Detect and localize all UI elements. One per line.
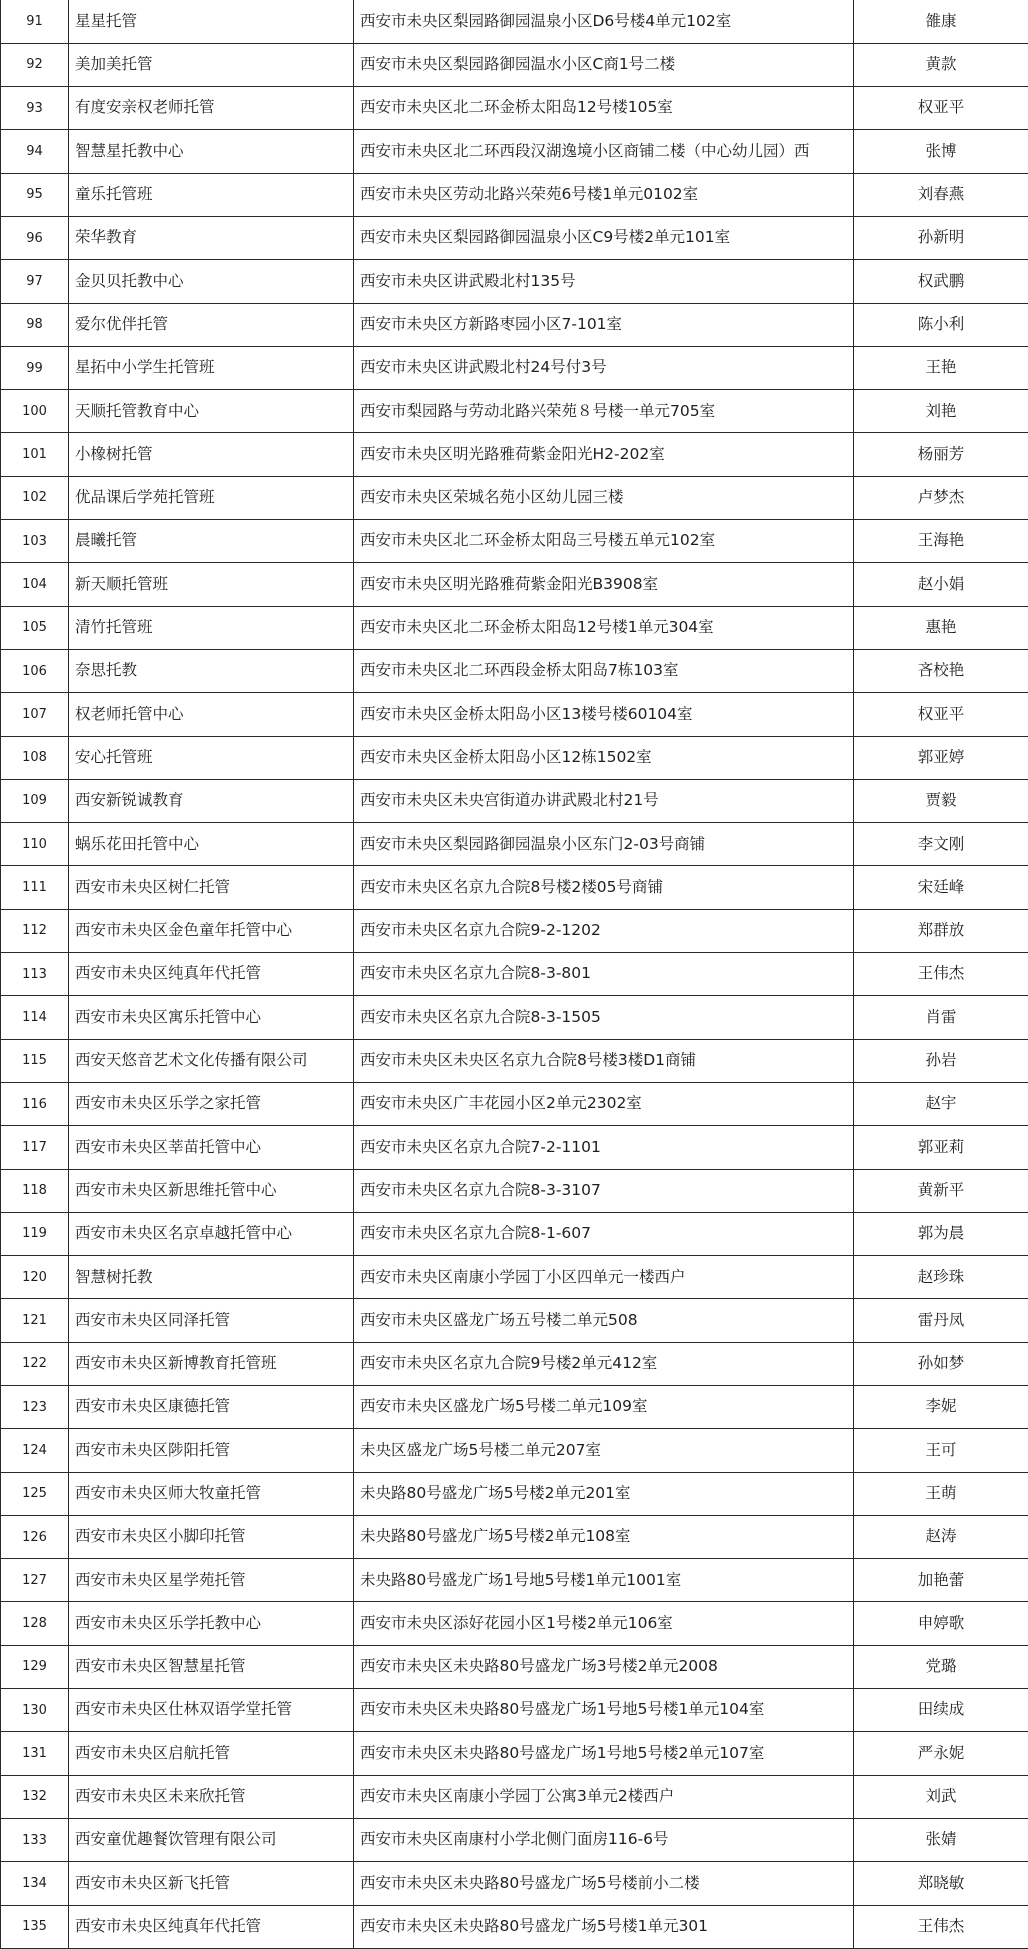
row-number: 99 [1,346,69,389]
contact-person: 孙新明 [854,216,1028,259]
table-row [1,303,1028,346]
institution-address: 西安市未央区名京九合院8-3-801 [354,953,854,996]
institution-address: 西安市未央区讲武殿北村135号 [354,260,854,303]
table-row [1,1775,1028,1818]
institution-address: 西安市未央区金桥太阳岛小区12栋1502室 [354,736,854,779]
row-number: 134 [1,1862,69,1905]
institution-address: 西安市未央区南康村小学北侧门面房116-6号 [354,1818,854,1861]
institution-name: 西安市未央区新飞托管 [69,1862,354,1905]
table-row [1,1905,1028,1948]
row-number: 97 [1,260,69,303]
table-row [1,823,1028,866]
contact-person: 张婧 [854,1818,1028,1861]
row-number: 129 [1,1645,69,1688]
row-number: 101 [1,433,69,476]
institution-name: 西安市未央区新思维托管中心 [69,1169,354,1212]
institution-name: 蜗乐花田托管中心 [69,823,354,866]
contact-person: 肖雷 [854,996,1028,1039]
row-number: 104 [1,563,69,606]
institution-address: 西安市未央区未央区名京九合院8号楼3楼D1商铺 [354,1039,854,1082]
row-number: 120 [1,1256,69,1299]
row-number: 119 [1,1212,69,1255]
contact-person: 郑群放 [854,909,1028,952]
row-number: 127 [1,1559,69,1602]
row-number: 100 [1,390,69,433]
table-row [1,1126,1028,1169]
row-number: 92 [1,43,69,86]
table-row [1,1386,1028,1429]
contact-person: 张博 [854,130,1028,173]
institution-name: 西安市未央区小脚印托管 [69,1515,354,1558]
institution-name: 西安市未央区未来欣托管 [69,1775,354,1818]
table-row [1,87,1028,130]
institution-name: 西安市未央区启航托管 [69,1732,354,1775]
institution-name: 小橡树托管 [69,433,354,476]
institution-address: 西安市未央区盛龙广场五号楼二单元508 [354,1299,854,1342]
table-row [1,346,1028,389]
institution-address: 西安市未央区未央路80号盛龙广场1号地5号楼1单元104室 [354,1689,854,1732]
table-row [1,1256,1028,1299]
institution-name: 西安市未央区仕林双语学堂托管 [69,1689,354,1732]
table-row [1,1602,1028,1645]
table-row [1,1212,1028,1255]
institution-name: 西安市未央区新博教育托管班 [69,1342,354,1385]
contact-person: 吝校艳 [854,649,1028,692]
contact-person: 黄款 [854,43,1028,86]
table-row [1,649,1028,692]
institution-address: 西安市未央区未央路80号盛龙广场5号楼1单元301 [354,1905,854,1948]
row-number: 128 [1,1602,69,1645]
institution-address: 西安市未央区盛龙广场5号楼二单元109室 [354,1386,854,1429]
row-number: 110 [1,823,69,866]
institution-address: 西安市未央区名京九合院8-1-607 [354,1212,854,1255]
institution-name: 荣华教育 [69,216,354,259]
table-row [1,736,1028,779]
contact-person: 赵涛 [854,1515,1028,1558]
institution-name: 西安市未央区莘苗托管中心 [69,1126,354,1169]
table-row [1,563,1028,606]
contact-person: 郑晓敏 [854,1862,1028,1905]
institution-address: 西安市未央区梨园路御园温泉小区C9号楼2单元101室 [354,216,854,259]
institution-name: 西安市未央区纯真年代托管 [69,1905,354,1948]
contact-person: 刘武 [854,1775,1028,1818]
institution-name: 智慧星托教中心 [69,130,354,173]
contact-person: 孙岩 [854,1039,1028,1082]
institution-address: 西安市未央区名京九合院8-3-3107 [354,1169,854,1212]
row-number: 96 [1,216,69,259]
institution-name: 西安新锐诚教育 [69,779,354,822]
institution-address: 西安市未央区名京九合院7-2-1101 [354,1126,854,1169]
institution-name: 西安天悠音艺术文化传播有限公司 [69,1039,354,1082]
table-row [1,1342,1028,1385]
institution-name: 天顺托管教育中心 [69,390,354,433]
row-number: 115 [1,1039,69,1082]
contact-person: 党璐 [854,1645,1028,1688]
row-number: 105 [1,606,69,649]
row-number: 98 [1,303,69,346]
row-number: 126 [1,1515,69,1558]
contact-person: 加艳蕾 [854,1559,1028,1602]
contact-person: 权武鹏 [854,260,1028,303]
row-number: 118 [1,1169,69,1212]
institution-address: 西安市未央区梨园路御园温泉小区东门2-03号商铺 [354,823,854,866]
contact-person: 王伟杰 [854,1905,1028,1948]
contact-person: 权亚平 [854,693,1028,736]
table-body [1,0,1028,1949]
institution-address: 西安市未央区广丰花园小区2单元2302室 [354,1082,854,1125]
table-row [1,1862,1028,1905]
institution-name: 西安市未央区星学苑托管 [69,1559,354,1602]
contact-person: 赵小娟 [854,563,1028,606]
row-number: 131 [1,1732,69,1775]
institution-address: 西安市梨园路与劳动北路兴荣苑８号楼一单元705室 [354,390,854,433]
contact-person: 郭为晨 [854,1212,1028,1255]
institution-name: 智慧树托教 [69,1256,354,1299]
row-number: 122 [1,1342,69,1385]
institution-address: 西安市未央区荣城名苑小区幼儿园三楼 [354,476,854,519]
contact-person: 杨丽芳 [854,433,1028,476]
institution-name: 西安市未央区乐学之家托管 [69,1082,354,1125]
institution-name: 优品课后学苑托管班 [69,476,354,519]
row-number: 106 [1,649,69,692]
institution-name: 星拓中小学生托管班 [69,346,354,389]
institution-name: 晨曦托管 [69,520,354,563]
institution-address: 西安市未央区名京九合院9-2-1202 [354,909,854,952]
table-row [1,953,1028,996]
table-row [1,996,1028,1039]
table-row [1,1818,1028,1861]
table-row [1,520,1028,563]
table-row [1,1299,1028,1342]
table-row [1,606,1028,649]
institution-name: 星星托管 [69,0,354,43]
institution-name: 童乐托管班 [69,173,354,216]
institution-name: 西安市未央区金色童年托管中心 [69,909,354,952]
contact-person: 雒康 [854,0,1028,43]
table-row [1,1039,1028,1082]
contact-person: 郭亚婷 [854,736,1028,779]
institution-address: 西安市未央区名京九合院8号楼2楼05号商铺 [354,866,854,909]
institution-address: 西安市未央区名京九合院9号楼2单元412室 [354,1342,854,1385]
contact-person: 王萌 [854,1472,1028,1515]
institution-address: 未央区盛龙广场5号楼二单元207室 [354,1429,854,1472]
contact-person: 贾毅 [854,779,1028,822]
table-row [1,1082,1028,1125]
table-row [1,130,1028,173]
institution-address: 西安市未央区讲武殿北村24号付3号 [354,346,854,389]
contact-person: 权亚平 [854,87,1028,130]
institution-address: 西安市未央区未央宫街道办讲武殿北村21号 [354,779,854,822]
row-number: 91 [1,0,69,43]
row-number: 123 [1,1386,69,1429]
row-number: 109 [1,779,69,822]
institution-name: 西安市未央区纯真年代托管 [69,953,354,996]
table-row [1,476,1028,519]
table-row [1,1169,1028,1212]
row-number: 121 [1,1299,69,1342]
institution-address: 西安市未央区北二环西段金桥太阳岛7栋103室 [354,649,854,692]
table-row [1,1472,1028,1515]
row-number: 111 [1,866,69,909]
table-row [1,433,1028,476]
contact-person: 郭亚莉 [854,1126,1028,1169]
contact-person: 陈小利 [854,303,1028,346]
contact-person: 惠艳 [854,606,1028,649]
contact-person: 李妮 [854,1386,1028,1429]
institution-name: 西安市未央区名京卓越托管中心 [69,1212,354,1255]
institution-address: 西安市未央区明光路雅荷紫金阳光H2-202室 [354,433,854,476]
row-number: 108 [1,736,69,779]
contact-person: 孙如梦 [854,1342,1028,1385]
institution-address: 西安市未央区劳动北路兴荣苑6号楼1单元0102室 [354,173,854,216]
institution-name: 新天顺托管班 [69,563,354,606]
table-row [1,1429,1028,1472]
row-number: 116 [1,1082,69,1125]
contact-person: 王伟杰 [854,953,1028,996]
contact-person: 黄新平 [854,1169,1028,1212]
table-row [1,43,1028,86]
table-row [1,866,1028,909]
institution-address: 西安市未央区梨园路御园温泉小区D6号楼4单元102室 [354,0,854,43]
row-number: 117 [1,1126,69,1169]
institution-name: 有度安亲权老师托管 [69,87,354,130]
table-row [1,1689,1028,1732]
contact-person: 雷丹凤 [854,1299,1028,1342]
row-number: 93 [1,87,69,130]
row-number: 107 [1,693,69,736]
contact-person: 卢梦杰 [854,476,1028,519]
contact-person: 赵珍珠 [854,1256,1028,1299]
institution-address: 西安市未央区添好花园小区1号楼2单元106室 [354,1602,854,1645]
institution-address: 西安市未央区北二环金桥太阳岛12号楼1单元304室 [354,606,854,649]
row-number: 114 [1,996,69,1039]
row-number: 113 [1,953,69,996]
institution-address: 西安市未央区明光路雅荷紫金阳光B3908室 [354,563,854,606]
table-row [1,779,1028,822]
table-row [1,173,1028,216]
table-row [1,260,1028,303]
table-row [1,390,1028,433]
institution-name: 权老师托管中心 [69,693,354,736]
institution-name: 安心托管班 [69,736,354,779]
table-row [1,1559,1028,1602]
institution-name: 西安童优趣餐饮管理有限公司 [69,1818,354,1861]
institution-address: 西安市未央区金桥太阳岛小区13楼号楼60104室 [354,693,854,736]
table-row [1,1732,1028,1775]
table-row [1,1515,1028,1558]
table-row [1,216,1028,259]
contact-person: 王可 [854,1429,1028,1472]
contact-person: 申婷歌 [854,1602,1028,1645]
row-number: 133 [1,1818,69,1861]
institution-address: 西安市未央区方新路枣园小区7-101室 [354,303,854,346]
institution-name: 奈思托教 [69,649,354,692]
institution-address: 未央路80号盛龙广场5号楼2单元201室 [354,1472,854,1515]
table-row [1,1645,1028,1688]
table-row [1,693,1028,736]
row-number: 103 [1,520,69,563]
institution-address: 未央路80号盛龙广场5号楼2单元108室 [354,1515,854,1558]
institution-address: 西安市未央区南康小学园丁公寓3单元2楼西户 [354,1775,854,1818]
institution-name: 清竹托管班 [69,606,354,649]
institution-address: 西安市未央区梨园路御园温水小区C商1号二楼 [354,43,854,86]
table-row [1,909,1028,952]
institution-address: 西安市未央区北二环金桥太阳岛12号楼105室 [354,87,854,130]
institution-name: 西安市未央区陟阳托管 [69,1429,354,1472]
institution-name: 西安市未央区智慧星托管 [69,1645,354,1688]
contact-person: 田续成 [854,1689,1028,1732]
table-row [1,0,1028,43]
row-number: 130 [1,1689,69,1732]
institution-address: 西安市未央区北二环西段汉湖逸境小区商铺二楼（中心幼儿园）西 [354,130,854,173]
contact-person: 刘春燕 [854,173,1028,216]
institution-address: 西安市未央区北二环金桥太阳岛三号楼五单元102室 [354,520,854,563]
institution-name: 西安市未央区寓乐托管中心 [69,996,354,1039]
contact-person: 刘艳 [854,390,1028,433]
contact-person: 赵宇 [854,1082,1028,1125]
row-number: 112 [1,909,69,952]
contact-person: 李文刚 [854,823,1028,866]
row-number: 102 [1,476,69,519]
institution-address: 西安市未央区未央路80号盛龙广场3号楼2单元2008 [354,1645,854,1688]
institution-address: 未央路80号盛龙广场1号地5号楼1单元1001室 [354,1559,854,1602]
contact-person: 王海艳 [854,520,1028,563]
institution-address: 西安市未央区名京九合院8-3-1505 [354,996,854,1039]
institution-name: 美加美托管 [69,43,354,86]
institution-name: 爱尔优伴托管 [69,303,354,346]
institution-name: 西安市未央区康德托管 [69,1386,354,1429]
institution-address: 西安市未央区未央路80号盛龙广场5号楼前小二楼 [354,1862,854,1905]
institution-address: 西安市未央区南康小学园丁小区四单元一楼西户 [354,1256,854,1299]
institution-address: 西安市未央区未央路80号盛龙广场1号地5号楼2单元107室 [354,1732,854,1775]
row-number: 94 [1,130,69,173]
row-number: 125 [1,1472,69,1515]
institution-name: 西安市未央区师大牧童托管 [69,1472,354,1515]
institution-name: 西安市未央区同泽托管 [69,1299,354,1342]
institution-name: 金贝贝托教中心 [69,260,354,303]
row-number: 124 [1,1429,69,1472]
contact-person: 严永妮 [854,1732,1028,1775]
institution-name: 西安市未央区树仁托管 [69,866,354,909]
contact-person: 宋廷峰 [854,866,1028,909]
institution-name: 西安市未央区乐学托教中心 [69,1602,354,1645]
contact-person: 王艳 [854,346,1028,389]
row-number: 132 [1,1775,69,1818]
row-number: 95 [1,173,69,216]
row-number: 135 [1,1905,69,1948]
